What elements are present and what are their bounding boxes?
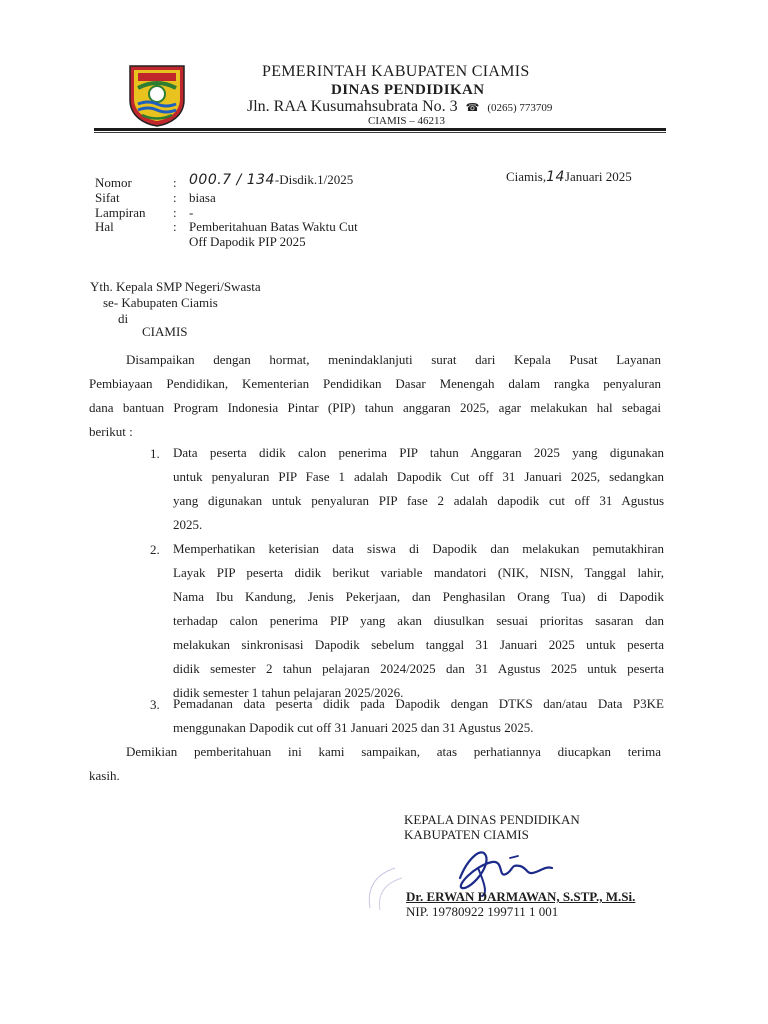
header-rule-thick — [94, 128, 666, 131]
date-day-handwritten: 14 — [546, 169, 565, 185]
item-2-text — [173, 537, 664, 705]
header-agency-name: DINAS PENDIDIKAN — [331, 82, 485, 98]
recipient-line3: di — [118, 311, 129, 326]
sifat-colon: : — [173, 190, 177, 205]
date-month-year: Januari 2025 — [564, 169, 632, 184]
phone-icon: ☎ — [465, 102, 480, 114]
header-government-name: PEMERINTAH KABUPATEN CIAMIS — [262, 63, 530, 80]
hal-colon: : — [173, 219, 177, 234]
closing-paragraph — [89, 740, 661, 788]
letter-date — [506, 169, 632, 185]
signatory-title-1: KEPALA DINAS PENDIDIKAN — [404, 812, 580, 827]
address-phone: (0265) 773709 — [487, 102, 553, 114]
item-line: didik semester 2 tahun pelajaran 2024/2025 dan 31 Agustus 2025 untuk peserta — [173, 661, 664, 676]
signatory-name: Dr. ERWAN DARMAWAN, S.STP., M.Si. — [406, 889, 636, 904]
signatory-title-2: KABUPATEN CIAMIS — [404, 827, 529, 842]
intro-line: dana bantuan Program Indonesia Pintar (PIP) tahun anggaran 2025, agar melakukan hal sebagai — [89, 400, 661, 415]
header-rule-thin — [94, 132, 666, 133]
header-city-postcode: CIAMIS – 46213 — [368, 115, 446, 127]
item-line: Pemadanan data peserta didik pada Dapodik dengan DTKS dan/atau Data P3KE — [173, 696, 664, 711]
recipient-city: CIAMIS — [142, 324, 188, 339]
lampiran-value: - — [189, 205, 194, 220]
item-line: Nama Ibu Kandung, Jenis Pekerjaan, dan Penghasilan Orang Tua) di Dapodik — [173, 589, 664, 604]
item-2-number: 2. — [150, 542, 160, 557]
hal-value-line1: Pemberitahuan Batas Waktu Cut — [189, 219, 358, 234]
nomor-label: Nomor — [95, 175, 132, 190]
intro-line: Pembiayaan Pendidikan, Kementerian Pendidikan Dasar Menengah dalam rangka penyaluran — [89, 376, 661, 391]
recipient-line1: Yth. Kepala SMP Negeri/Swasta — [90, 279, 261, 294]
item-line: 2025. — [173, 517, 203, 532]
lampiran-label: Lampiran — [95, 205, 146, 220]
date-city: Ciamis, — [506, 169, 547, 184]
item-line: didik semester 1 tahun pelajaran 2025/2026. — [173, 685, 404, 700]
nomor-colon: : — [173, 175, 177, 190]
item-3-number: 3. — [150, 697, 160, 712]
signatory-nip: NIP. 19780922 199711 1 001 — [406, 904, 559, 919]
item-line: untuk penyaluran PIP Fase 1 adalah Dapodik Cut off 31 Januari 2025, sedangkan — [173, 469, 664, 484]
intro-line: Disampaikan dengan hormat, menindaklanjuti surat dari Kepala Pusat Layanan — [126, 352, 661, 367]
lampiran-colon: : — [173, 205, 177, 220]
ciamis-regency-emblem — [124, 60, 190, 128]
item-line: yang digunakan untuk penyaluran PIP fase 2 adalah dapodik cut off 31 Agustus — [173, 493, 664, 508]
closing-line: Demikian pemberitahuan ini kami sampaikan, atas perhatiannya diucapkan terima — [126, 744, 661, 759]
item-line: melakukan sinkronisasi Dapodik sebelum tanggal 31 Januari 2025 untuk peserta — [173, 637, 664, 652]
address-street: Jln. RAA Kusumahsubrata No. 3 — [247, 98, 458, 115]
header-address — [247, 98, 552, 116]
closing-line: kasih. — [89, 768, 120, 783]
item-line: Memperhatikan keterisian data siswa di Dapodik dan melakukan pemutakhiran — [173, 541, 664, 556]
sifat-value: biasa — [189, 190, 216, 205]
sifat-label: Sifat — [95, 190, 120, 205]
item-3-text — [173, 692, 664, 740]
item-1-number: 1. — [150, 446, 160, 461]
nomor-value — [189, 172, 353, 188]
item-line: Data peserta didik calon penerima PIP tahun Anggaran 2025 yang digunakan — [173, 445, 664, 460]
nomor-handwritten: 000.7 / 134 — [189, 172, 275, 188]
item-line: menggunakan Dapodik cut off 31 Januari 2025 dan 31 Agustus 2025. — [173, 720, 534, 735]
hal-label: Hal — [95, 219, 114, 234]
hal-value-line2: Off Dapodik PIP 2025 — [189, 234, 306, 249]
item-line: Layak PIP peserta didik berikut variable mandatori (NIK, NISN, Tanggal lahir, — [173, 565, 664, 580]
nomor-typed: -Disdik.1/2025 — [274, 172, 354, 187]
recipient-line2: se- Kabupaten Ciamis — [103, 295, 218, 310]
intro-line: berikut : — [89, 424, 133, 439]
item-1-text — [173, 441, 664, 537]
intro-paragraph — [89, 348, 661, 444]
item-line: terhadap calon penerima PIP yang akan diusulkan sesuai prioritas sasaran dan — [173, 613, 664, 628]
